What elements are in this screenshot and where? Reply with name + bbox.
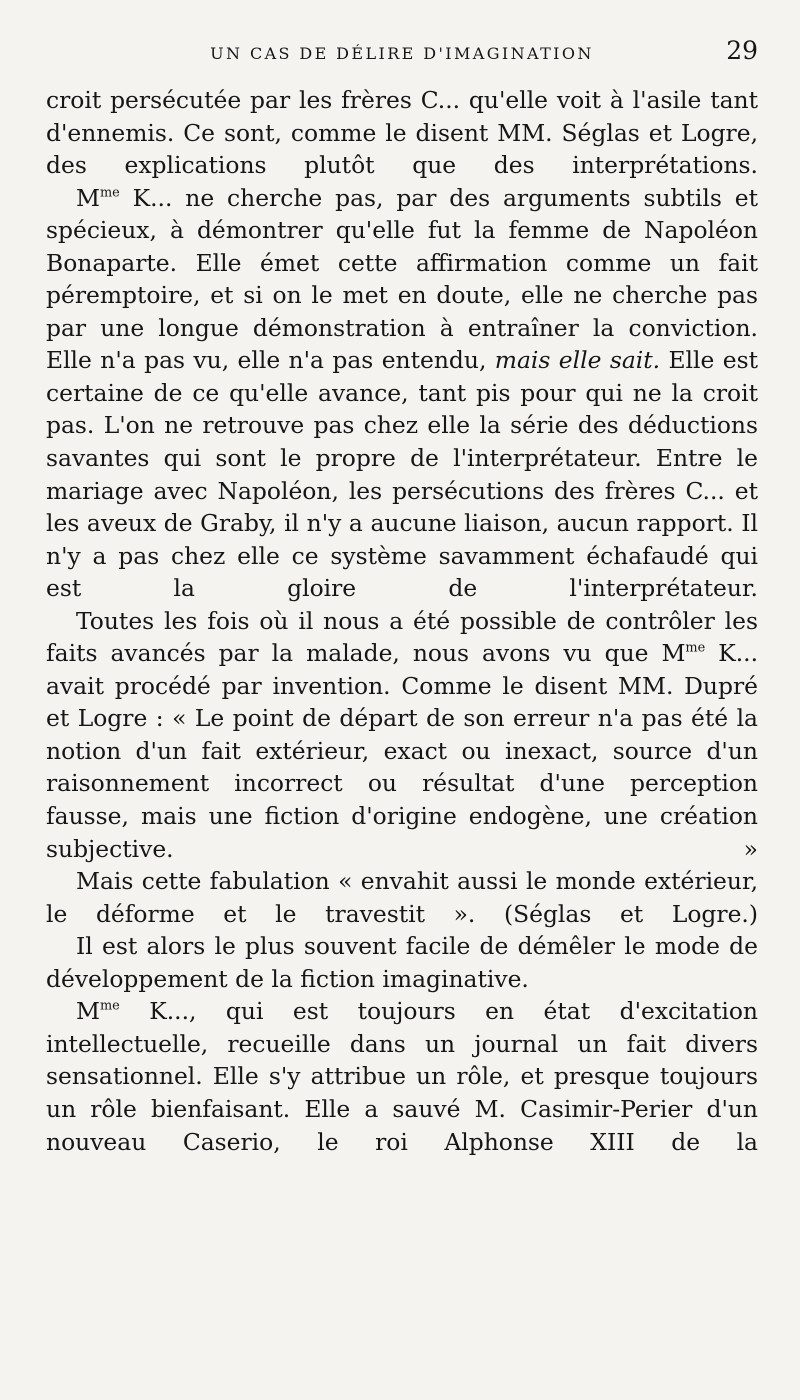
text-run: K..., qui est toujours en état d'excitation intellectuelle, recueille dans un journal un fait divers sensationnel. Elle s'y attribue un rôle, et presque toujours un rôle bienfaisant. Elle a sauvé M. Casimir-Perier d'un nouveau Caserio, le roi Alphonse XIII de la [46, 997, 758, 1156]
paragraph [46, 605, 758, 865]
page-number: 29 [726, 36, 758, 65]
text-run: Toutes les fois où il nous a été possible de contrôler les faits avancés par la malade, nous avons vu que M [46, 606, 758, 668]
text-run: M [76, 997, 100, 1026]
text-run: K... ne cherche pas, par des arguments subtils et spécieux, à démontrer qu'elle fut la femme de Napoléon Bonaparte. Elle émet cette affirmation comme un fait péremptoire, et si on le met en doute, elle ne cherche pas par une longue démonstration à entraîner la conviction. Elle n'a pas vu, elle n'a pas entendu, [46, 183, 758, 375]
text-run: Il est alors le plus souvent facile de démêler le mode de développement de la fiction imaginative. [46, 932, 758, 993]
superscript-abbrev: me [685, 640, 706, 656]
paragraph [46, 182, 758, 605]
paragraph [46, 995, 758, 1158]
text-run: K... avait procédé par invention. Comme le disent MM. Dupré et Logre : « Le point de départ de son erreur n'a pas été la notion d'un fait extérieur, exact ou inexact, source d'un raisonnement incorrect ou résultat d'une perception fausse, mais une fiction d'origine endogène, une création subjective. » [46, 639, 758, 863]
paragraph [46, 84, 758, 182]
body-text [46, 84, 758, 1158]
superscript-abbrev: me [99, 185, 120, 200]
italic-text: mais elle sait. [494, 346, 661, 375]
text-run: Elle est certaine de ce qu'elle avance, tant pis pour qui ne la croit pas. L'on ne retrouve pas chez elle la série des déductions savantes qui sont le propre de l'interprétateur. Entre le mariage avec Napoléon, les persécutions des frères C... et les aveux de Graby, il n'y a aucune liaison, aucun rapport. Il n'y a pas chez elle ce système savamment échafaudé qui est la gloire de l'interprétateur. [46, 346, 758, 603]
text-run: croit persécutée par les frères C... qu'elle voit à l'asile tant d'ennemis. Ce sont, comme le disent MM. Séglas et Logre, des explications plutôt que des interprétations. [46, 86, 758, 180]
superscript-abbrev: me [99, 998, 120, 1014]
paragraph [46, 865, 758, 930]
text-run: Mais cette fabulation « envahit aussi le monde extérieur, le déforme et le travestit ». (Séglas et Logre.) [46, 867, 758, 928]
running-head [46, 36, 758, 70]
paragraph [46, 930, 758, 995]
running-title: UN CAS DE DÉLIRE D'IMAGINATION [210, 44, 594, 63]
text-run: M [76, 183, 100, 212]
